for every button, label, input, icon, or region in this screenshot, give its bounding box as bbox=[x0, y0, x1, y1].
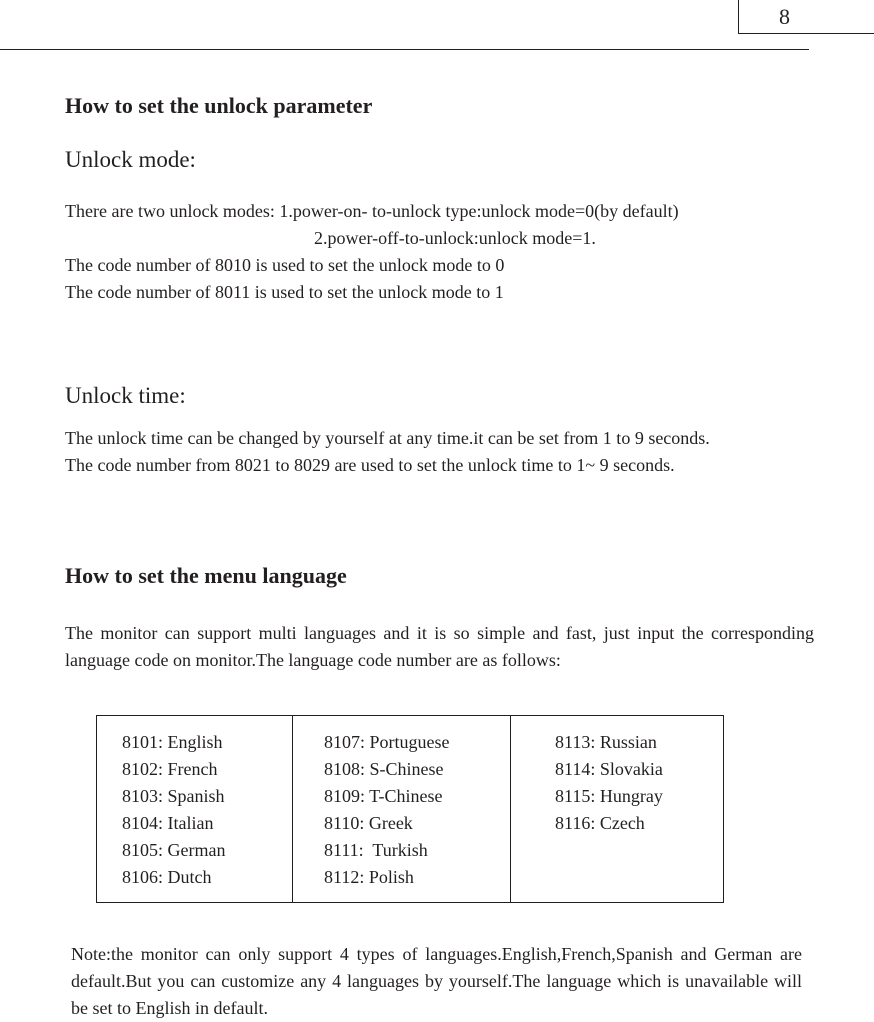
unlock-mode-line: 2.power-off-to-unlock:unlock mode=1. bbox=[314, 228, 596, 248]
language-code-item: 8114: Slovakia bbox=[555, 759, 663, 779]
language-section-title: How to set the menu language bbox=[65, 563, 347, 588]
language-column bbox=[510, 716, 723, 902]
page-number: 8 bbox=[779, 4, 790, 29]
header-rule bbox=[0, 49, 809, 50]
language-column bbox=[97, 716, 292, 902]
language-code-item: 8113: Russian bbox=[555, 732, 657, 752]
unlock-mode-line: The code number of 8010 is used to set the unlock mode to 0 bbox=[65, 255, 505, 275]
language-code-item: 8103: Spanish bbox=[122, 786, 225, 806]
unlock-time-line: The code number from 8021 to 8029 are used to set the unlock time to 1~ 9 seconds. bbox=[65, 455, 675, 475]
language-code-item: 8102: French bbox=[122, 759, 218, 779]
unlock-section-title: How to set the unlock parameter bbox=[65, 93, 373, 118]
language-intro-paragraph: The monitor can support multi languages and it is so simple and fast, just input the corresponding language code on monitor.The language code number are as follows: bbox=[65, 623, 814, 670]
language-code-item: 8106: Dutch bbox=[122, 867, 212, 887]
language-code-item: 8104: Italian bbox=[122, 813, 214, 833]
language-code-item: 8109: T-Chinese bbox=[324, 786, 443, 806]
unlock-mode-line: There are two unlock modes: 1.power-on- to-unlock type:unlock mode=0(by default) bbox=[65, 201, 679, 221]
language-code-item: 8111: Turkish bbox=[324, 840, 428, 860]
language-code-table bbox=[96, 715, 724, 903]
unlock-mode-heading: Unlock mode: bbox=[65, 147, 196, 172]
unlock-mode-line: The code number of 8011 is used to set the unlock mode to 1 bbox=[65, 282, 504, 302]
language-column bbox=[292, 716, 510, 902]
language-code-item: 8112: Polish bbox=[324, 867, 414, 887]
language-code-item: 8107: Portuguese bbox=[324, 732, 450, 752]
language-code-item: 8101: English bbox=[122, 732, 223, 752]
language-code-item: 8115: Hungray bbox=[555, 786, 663, 806]
page-number-box bbox=[738, 0, 874, 34]
language-code-item: 8110: Greek bbox=[324, 813, 413, 833]
unlock-time-heading: Unlock time: bbox=[65, 383, 186, 408]
unlock-time-line: The unlock time can be changed by yourself at any time.it can be set from 1 to 9 seconds. bbox=[65, 428, 710, 448]
language-code-item: 8116: Czech bbox=[555, 813, 645, 833]
language-note: Note:the monitor can only support 4 types of languages.English,French,Spanish and German are default.But you can customize any 4 languages by yourself.The language which is unavailable will be set to English in default. bbox=[71, 944, 802, 1018]
language-code-item: 8108: S-Chinese bbox=[324, 759, 444, 779]
language-code-item: 8105: German bbox=[122, 840, 226, 860]
